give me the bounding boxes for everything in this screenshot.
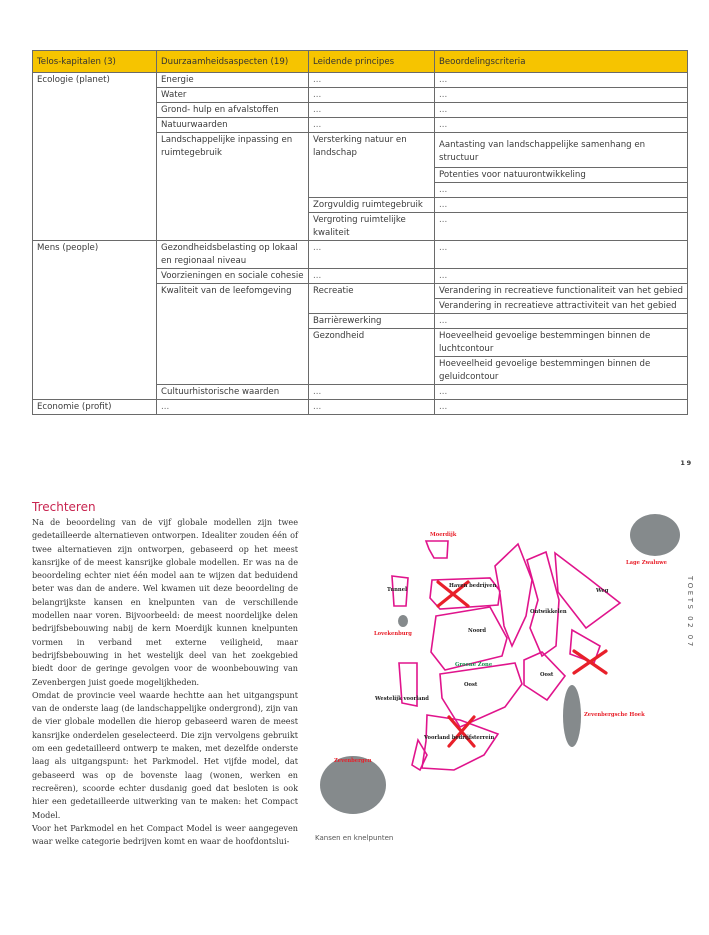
grey-area-group [320, 514, 680, 814]
running-header: TOETS 02 07 [686, 576, 694, 649]
grey-area-zevenbergsche-hoek [563, 685, 581, 747]
principle-cell: ... [309, 385, 435, 400]
principle-versterking-natuur: Versterking natuur en landschap [309, 133, 435, 198]
label-lovekenburg: Lovekenburg [374, 631, 412, 637]
criteria-cell: ... [435, 241, 688, 269]
aspect-landschappelijke-inpassing: Landschappelijke inpassing en ruimtegebruik [157, 133, 309, 241]
label-noord: Noord [468, 628, 487, 634]
principle-recreatie: Recreatie [309, 284, 435, 314]
aspect-energie: Energie [157, 73, 309, 88]
criteria-cell: ... [435, 400, 688, 415]
label-ontwikkelen: Ontwikkelen [530, 609, 567, 615]
grey-area-lage-zwaluwe [630, 514, 680, 556]
aspect-cultuurhistorische-waarden: Cultuurhistorische waarden [157, 385, 309, 400]
section-body [32, 516, 298, 848]
zone-noord [431, 607, 507, 670]
principle-cell: ... [309, 118, 435, 133]
criteria-geluidcontour: Hoeveelheid gevoelige bestemmingen binnen de geluidcontour [435, 357, 688, 385]
label-zevenbergsche-hoek: Zevenbergsche Hoek [584, 712, 645, 718]
criteria-cell: ... [435, 198, 688, 213]
capital-ecology: Ecologie (planet) [33, 73, 157, 241]
zone-midden-strook [495, 544, 532, 646]
aspect-voorzieningen: Voorzieningen en sociale cohesie [157, 269, 309, 284]
principle-cell: ... [309, 103, 435, 118]
grey-area-lovekenburg [398, 615, 408, 627]
label-tunnel: Tunnel [387, 587, 407, 593]
principle-vergroting-ruimtelijke-kwaliteit: Vergroting ruimtelijke kwaliteit [309, 213, 435, 241]
label-zevenbergen: Zevenbergen [334, 758, 372, 764]
sustainability-criteria-table [32, 50, 688, 415]
paragraph: Voor het Parkmodel en het Compact Model is weer aangegeven waar welke categorie bedrijven komt en waar de hoofdontslui- [32, 822, 298, 847]
header-telos-kapitalen: Telos-kapitalen (3) [33, 51, 157, 73]
label-moerdijk: Moerdijk [430, 532, 457, 538]
label-westelijk-voorland: Westelijk voorland [375, 696, 429, 702]
label-haven-bedrijven: Haven bedrijven [449, 583, 497, 589]
criteria-cell: ... [435, 103, 688, 118]
table-row [33, 73, 688, 88]
principle-cell: ... [309, 269, 435, 284]
criteria-cell: ... [435, 269, 688, 284]
criteria-cell: ... [435, 213, 688, 241]
label-voorland-bedrijfsterrein: Voorland bedrijfsterrein [424, 735, 495, 741]
paragraph: Na de beoordeling van de vijf globale modellen zijn twee gedetailleerde alternatieven ontworpen. Idealiter zouden één of twee alternatieven zijn ontworpen, gebaseerd op het meest kansrijke of de meest kansrijke globale modellen. Er was na de beoordeling echter niet één model aan te wijzen dat beduidend beter was dan de andere. Wel kwamen uit deze beoordeling de belangrijkste kansen en knelpunten van de verschillende modellen naar voren. Bijvoorbeeld: de meest noordelijke delen bedrijfsbebouwing nabij de kern Moerdijk kunnen knelpunten vormen in verband met externe veiligheid, maar bedrijfsbebouwing in het westelijk deel van het zoekgebied biedt door de geringe gevolgen voor de woonbebouwing van Zevenbergen juist goede mogelijkheden. [32, 517, 298, 687]
principle-cell: ... [309, 400, 435, 415]
table-row [33, 400, 688, 415]
principle-cell: ... [309, 88, 435, 103]
aspect-kwaliteit-leefomgeving: Kwaliteit van de leefomgeving [157, 284, 309, 385]
zone-ontwikkelen [527, 552, 559, 656]
zone-groene-zone [440, 663, 522, 727]
criteria-aantasting: Aantasting van landschappelijke samenhang en structuur [435, 133, 688, 168]
criteria-cell: ... [435, 118, 688, 133]
opportunities-bottlenecks-map [310, 508, 684, 832]
criteria-cell: ... [435, 73, 688, 88]
capital-people: Mens (people) [33, 241, 157, 400]
page-number: 19 [680, 459, 693, 467]
header-beoordelingscriteria: Beoordelingscriteria [435, 51, 688, 73]
grey-area-zevenbergen [320, 756, 386, 814]
criteria-cell: ... [435, 314, 688, 329]
label-weg: Weg [596, 588, 609, 594]
bottleneck-cross-oost [574, 651, 606, 673]
header-leidende-principes: Leidende principes [309, 51, 435, 73]
label-groene-zone: Groene Zone [455, 662, 493, 668]
aspect-gezondheidsbelasting: Gezondheidsbelasting op lokaal en regionaal niveau [157, 241, 309, 269]
principle-gezondheid: Gezondheid [309, 329, 435, 385]
principle-zorgvuldig-ruimtegebruik: Zorgvuldig ruimtegebruik [309, 198, 435, 213]
principle-cell: ... [309, 241, 435, 269]
criteria-luchtcontour: Hoeveelheid gevoelige bestemmingen binnen de luchtcontour [435, 329, 688, 357]
zone-weg [555, 553, 620, 628]
table-row [33, 241, 688, 269]
criteria-functionaliteit: Verandering in recreatieve functionaliteit van het gebied [435, 284, 688, 299]
table-header-row [33, 51, 688, 73]
principle-barrierewerking: Barrièrewerking [309, 314, 435, 329]
aspect-cell: ... [157, 400, 309, 415]
criteria-cell: ... [435, 88, 688, 103]
paragraph: Omdat de provincie veel waarde hechtte aan het uitgangspunt van de onderste laag (de landschappelijke ondergrond), zijn van de vier globale modellen die hierop gebaseerd waren de meest kansrijke onderdelen geselecteerd. Die zijn vervolgens gebruikt om een gedetailleerd ontwerp te maken, met dezelfde onderste laag als uitgangspunt: het Parkmodel. Het vijfde model, dat gebaseerd was op de bovenste laag (wonen, werken en recreëren), scoorde echter dusdanig goed dat besloten is ook hier een gedetailleerde uitwerking van te maken: het Compact Model. [32, 689, 298, 820]
criteria-cell: ... [435, 385, 688, 400]
zone-moerdijk [426, 541, 448, 558]
label-oost-2: Oost [464, 682, 478, 688]
map-caption: Kansen en knelpunten [315, 834, 394, 842]
label-oost: Oost [540, 672, 554, 678]
map-labels [334, 532, 668, 764]
aspect-water: Water [157, 88, 309, 103]
aspect-natuurwaarden: Natuurwaarden [157, 118, 309, 133]
principle-cell: ... [309, 73, 435, 88]
criteria-cell: ... [435, 183, 688, 198]
label-lage-zwaluwe: Lage Zwaluwe [626, 560, 667, 566]
header-duurzaamheidsaspecten: Duurzaamheidsaspecten (19) [157, 51, 309, 73]
aspect-grond: Grond- hulp en afvalstoffen [157, 103, 309, 118]
criteria-potenties: Potenties voor natuurontwikkeling [435, 168, 688, 183]
section-title: Trechteren [32, 500, 96, 514]
zone-voorland-bedrijfsterrein [422, 715, 498, 770]
capital-economy: Economie (profit) [33, 400, 157, 415]
criteria-attractiviteit: Verandering in recreatieve attractiviteit van het gebied [435, 299, 688, 314]
